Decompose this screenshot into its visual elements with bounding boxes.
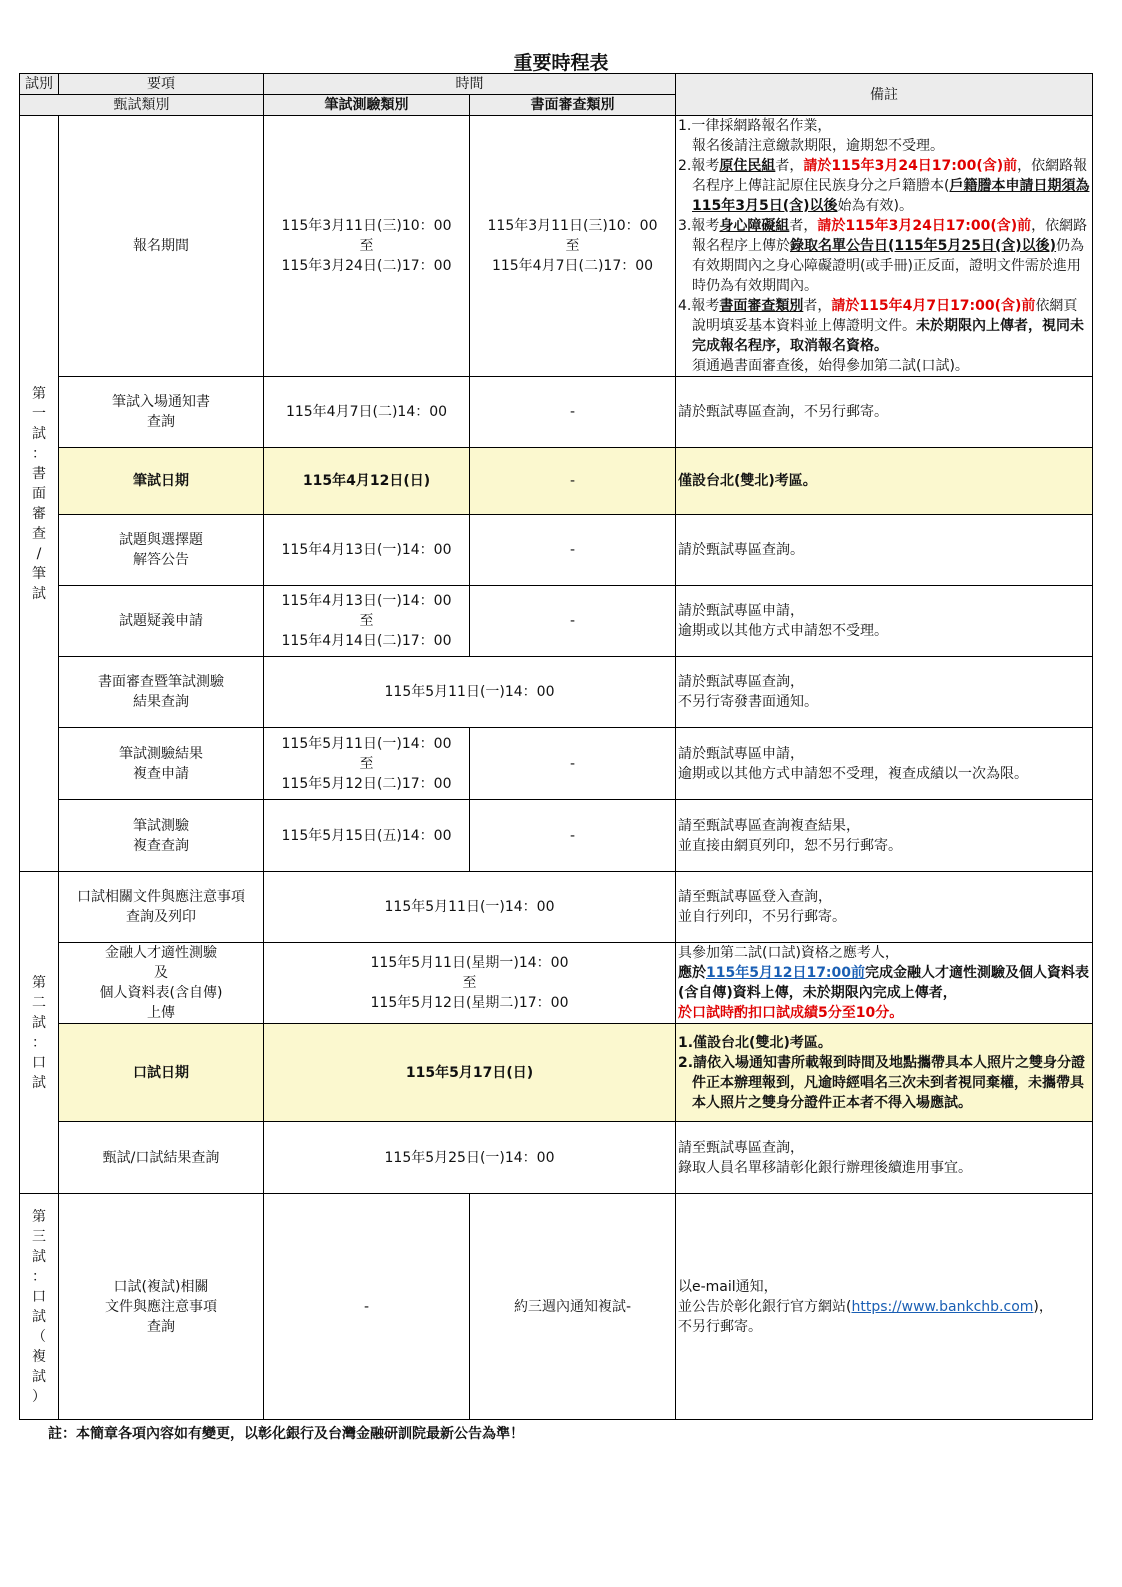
written-time: 115年4月12日(日) [264, 448, 470, 515]
row-reexam-documents [20, 1194, 1093, 1420]
written-time: 115年4月13日(一)14：00 [264, 515, 470, 586]
stage-2-label: 第 二 試 ： 口 試 [20, 872, 59, 1194]
notes-review-application: 請於甄試專區申請， 逾期或以其他方式申請恕不受理，複查成績以一次為限。 [676, 728, 1093, 800]
footnote: 註：本簡章各項內容如有變更，以彰化銀行及台灣金融研訓院最新公告為準！ [48, 1426, 524, 1442]
item-review-query: 筆試測驗 複查查詢 [59, 800, 264, 872]
notes-question-appeal: 請於甄試專區申請， 逾期或以其他方式申請恕不受理。 [676, 586, 1093, 657]
header-exam: 試別 [20, 74, 59, 95]
item-admission-notice: 筆試入場通知書 查詢 [59, 377, 264, 448]
combined-time: 115年5月17日(日) [264, 1024, 676, 1122]
row-aptitude-test [20, 943, 1093, 1024]
written-time: 115年4月7日(二)14：00 [264, 377, 470, 448]
notes-admission-notice: 請於甄試專區查詢，不另行郵寄。 [676, 377, 1093, 448]
review-time: - [470, 377, 676, 448]
row-review-application [20, 728, 1093, 800]
row-written-exam-date [20, 448, 1093, 515]
item-registration: 報名期間 [59, 116, 264, 377]
item-reexam-documents: 口試(複試)相關 文件與應注意事項 查詢 [59, 1194, 264, 1420]
combined-time: 115年5月11日(星期一)14：00 至 115年5月12日(星期二)17：00 [264, 943, 676, 1024]
review-time: - [470, 800, 676, 872]
stage-3-label: 第 三 試 ： 口 試 （ 複 試 ） [20, 1194, 59, 1420]
review-time: - [470, 586, 676, 657]
written-time: 115年4月13日(一)14：00 至 115年4月14日(二)17：00 [264, 586, 470, 657]
review-time: - [470, 515, 676, 586]
notes-results-query: 請於甄試專區查詢， 不另行寄發書面通知。 [676, 657, 1093, 728]
bank-website-link[interactable]: https://www.bankchb.com [851, 1298, 1034, 1315]
row-question-appeal [20, 586, 1093, 657]
review-time: - [470, 448, 676, 515]
item-interview-documents: 口試相關文件與應注意事項 查詢及列印 [59, 872, 264, 943]
review-time: 約三週內通知複試- [470, 1194, 676, 1420]
row-results-query [20, 657, 1093, 728]
notes-answer-announcement: 請於甄試專區查詢。 [676, 515, 1093, 586]
schedule-table [19, 73, 1093, 1420]
header-time: 時間 [264, 74, 676, 95]
item-answer-announcement: 試題與選擇題 解答公告 [59, 515, 264, 586]
written-time: 115年5月11日(一)14：00 至 115年5月12日(二)17：00 [264, 728, 470, 800]
notes-reexam-documents: 以e-mail通知， 並公告於彰化銀行官方網站(https://www.bankchb.com)， 不另行郵寄。 [676, 1194, 1093, 1420]
header-written-type: 筆試測驗類別 [264, 95, 470, 116]
combined-time: 115年5月11日(一)14：00 [264, 657, 676, 728]
notes-interview-date: 1.僅設台北(雙北)考區。 2.請依入場通知書所載報到時間及地點攜帶具本人照片之雙身分證件正本辦理報到，凡逾時經唱名三次未到者視同棄權，未攜帶具本人照片之雙身分證件正本者不得入場應試。 [676, 1024, 1093, 1122]
row-final-results [20, 1122, 1093, 1194]
review-time: - [470, 728, 676, 800]
stage-1-label: 第 一 試 ： 書 面 審 查 / 筆 試 [20, 116, 59, 872]
deadline-link[interactable]: 115年5月12日17:00前 [706, 965, 866, 981]
item-results-query: 書面審查暨筆試測驗 結果查詢 [59, 657, 264, 728]
written-time: 115年5月15日(五)14：00 [264, 800, 470, 872]
item-written-exam-date: 筆試日期 [59, 448, 264, 515]
header-item: 要項 [59, 74, 264, 95]
notes-registration: 1.一律採網路報名作業， 報名後請注意繳款期限，逾期恕不受理。 2.報考原住民組者，請於115年3月24日17:00(含)前，依網路報名程序上傳註記原住民族身分之戶籍謄本(戶籍謄本申請日期須為115年3月5日(含)以後始為有效)。 3.報考身心障礙組者，請於115年3月24日17:00(含)前，依網路報名程序上傳於錄取名單公告日(115年5月25日(含)以後)仍為有效期間內之身心障礙證明(或手冊)正反面，證明文件需於進用時仍為有效期間內。 4.報考書面審查類別者，請於115年4月7日17:00(含)前依網頁說明填妥基本資料並上傳證明文件。未於期限內上傳者，視同未完成報名程序，取消報名資格。 須通過書面審查後，始得參加第二試(口試)。 [676, 116, 1093, 377]
header-notes: 備註 [676, 74, 1093, 116]
page-title: 重要時程表 [513, 52, 609, 74]
item-aptitude-test: 金融人才適性測驗 及 個人資料表(含自傳) 上傳 [59, 943, 264, 1024]
combined-time: 115年5月25日(一)14：00 [264, 1122, 676, 1194]
notes-final-results: 請至甄試專區查詢， 錄取人員名單移請彰化銀行辦理後續進用事宜。 [676, 1122, 1093, 1194]
item-review-application: 筆試測驗結果 複查申請 [59, 728, 264, 800]
notes-interview-documents: 請至甄試專區登入查詢， 並自行列印，不另行郵寄。 [676, 872, 1093, 943]
row-review-query [20, 800, 1093, 872]
row-interview-date [20, 1024, 1093, 1122]
combined-time: 115年5月11日(一)14：00 [264, 872, 676, 943]
header-row-1 [20, 74, 1093, 95]
header-category: 甄試類別 [20, 95, 264, 116]
row-admission-notice [20, 377, 1093, 448]
notes-written-exam-date: 僅設台北(雙北)考區。 [676, 448, 1093, 515]
row-interview-documents [20, 872, 1093, 943]
item-interview-date: 口試日期 [59, 1024, 264, 1122]
item-final-results: 甄試/口試結果查詢 [59, 1122, 264, 1194]
item-question-appeal: 試題疑義申請 [59, 586, 264, 657]
notes-review-query: 請至甄試專區查詢複查結果， 並直接由網頁列印，恕不另行郵寄。 [676, 800, 1093, 872]
notes-aptitude-test: 具參加第二試(口試)資格之應考人， 應於115年5月12日17:00前完成金融人才適性測驗及個人資料表(含自傳)資料上傳，未於期限內完成上傳者， 於口試時酌扣口試成績5分至10分。 [676, 943, 1093, 1024]
row-answer-announcement [20, 515, 1093, 586]
review-time: 115年3月11日(三)10：00 至 115年4月7日(二)17：00 [470, 116, 676, 377]
written-time: - [264, 1194, 470, 1420]
written-time: 115年3月11日(三)10：00 至 115年3月24日(二)17：00 [264, 116, 470, 377]
row-registration [20, 116, 1093, 377]
header-review-type: 書面審查類別 [470, 95, 676, 116]
